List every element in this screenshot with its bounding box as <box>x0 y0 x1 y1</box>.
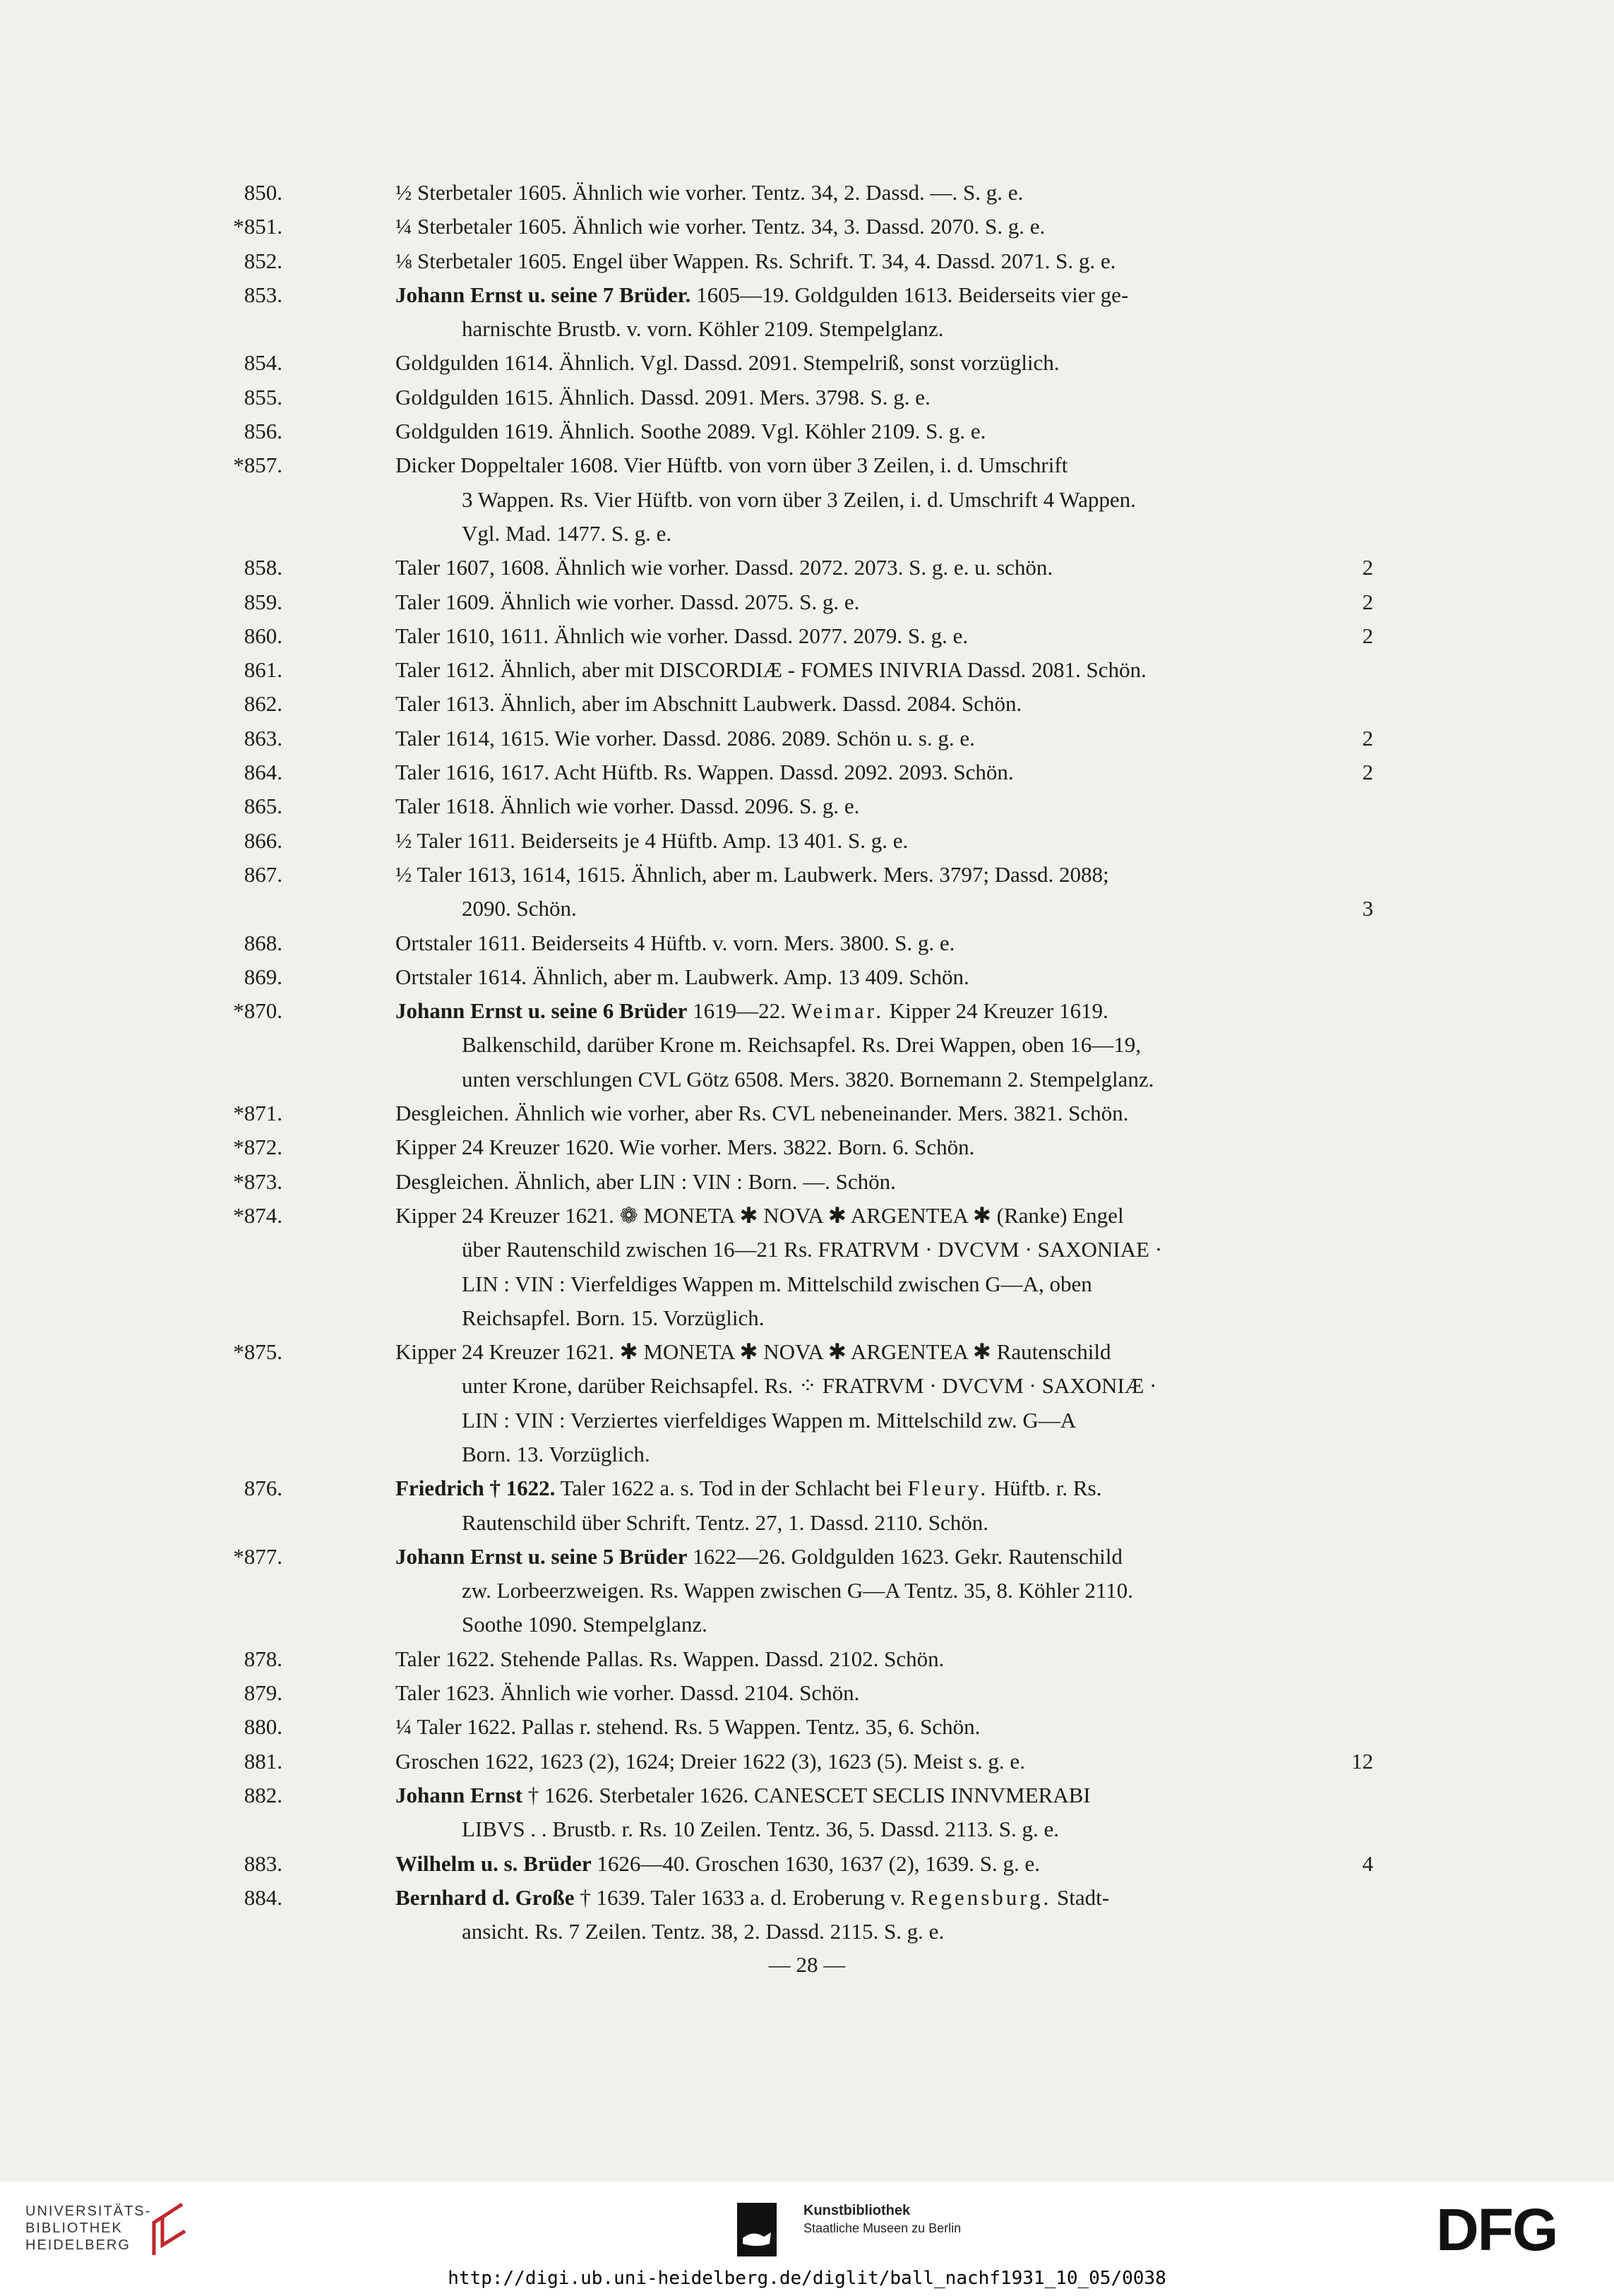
entry-text <box>395 1676 1373 1710</box>
catalog-entry <box>244 585 1373 619</box>
entry-line <box>297 1506 1373 1540</box>
entry-line <box>233 994 1373 1028</box>
catalog-entry <box>233 1165 1373 1199</box>
entry-text <box>395 687 1373 721</box>
entry-line <box>244 926 1373 960</box>
entry-text <box>395 1778 1373 1812</box>
heidelberg-university-library-logo[interactable] <box>25 2203 151 2254</box>
entry-line <box>233 448 1373 482</box>
entry-description: Stadt- <box>1051 1884 1110 1910</box>
catalog-entries <box>233 176 1373 1949</box>
entry-description: Taler 1612. Ähnlich, aber mit DISCORDIÆ - FOMES INIVRIA Dassd. 2081. Schön. <box>395 657 1147 683</box>
entry-line <box>297 1915 1373 1949</box>
entry-line <box>244 1745 1373 1778</box>
entry-text <box>462 1506 1373 1540</box>
entry-text <box>395 278 1373 312</box>
dfg-logo[interactable]: DFG <box>1436 2196 1558 2263</box>
entry-description: Kipper 24 Kreuzer 1621. ❁ MONETA ✱ NOVA ✱ ARGENTEA ✱ (Ranke) Engel <box>395 1202 1124 1228</box>
entry-description: Taler 1622 a. s. Tod in der Schlacht bei <box>555 1476 908 1501</box>
kunstbibliothek-logo-icon[interactable] <box>736 2201 778 2258</box>
entry-description: zw. Lorbeerzweigen. Rs. Wappen zwischen G—A Tentz. 35, 8. Köhler 2110. <box>462 1578 1133 1603</box>
entry-number: 863. <box>244 725 282 751</box>
entry-text <box>395 210 1373 244</box>
catalog-entry <box>244 1710 1373 1744</box>
entry-text <box>395 448 1373 482</box>
entry-description: † 1639. Taler 1633 a. d. Eroberung v. <box>574 1884 911 1910</box>
entry-text <box>395 1710 1373 1744</box>
entry-line <box>297 1028 1373 1062</box>
entry-text <box>395 1335 1373 1369</box>
entry-text <box>395 1471 1373 1505</box>
entry-text <box>462 892 1373 926</box>
entry-text <box>462 517 1373 551</box>
entry-description: Taler 1610, 1611. Ähnlich wie vorher. Dassd. 2077. 2079. S. g. e. <box>395 623 969 648</box>
entry-number: *857. <box>233 453 282 478</box>
catalog-entry <box>233 994 1373 1096</box>
entry-number: 860. <box>244 623 282 648</box>
catalog-entry <box>233 1335 1373 1471</box>
entry-description: ½ Taler 1611. Beiderseits je 4 Hüftb. Amp. 13 401. S. g. e. <box>395 827 909 853</box>
entry-number: *870. <box>233 998 282 1024</box>
entry-description: 1622—26. Goldgulden 1623. Gekr. Rautenschild <box>687 1543 1123 1569</box>
entry-line <box>244 1778 1373 1812</box>
entry-number: *873. <box>233 1168 282 1194</box>
entry-line <box>233 1096 1373 1130</box>
uni-logo-line: UNIVERSITÄTS- <box>25 2204 152 2219</box>
entry-number: 854. <box>244 350 282 376</box>
entry-text <box>395 722 1373 755</box>
catalog-entry <box>244 278 1373 347</box>
entry-text <box>395 381 1373 414</box>
entry-line <box>297 517 1373 551</box>
entry-text <box>395 858 1373 892</box>
entry-line <box>244 244 1373 278</box>
entry-number: 859. <box>244 589 282 614</box>
entry-quantity: 2 <box>1362 623 1373 648</box>
entry-number: 855. <box>244 384 282 409</box>
entry-description: ½ Taler 1613, 1614, 1615. Ähnlich, aber m. Laubwerk. Mers. 3797; Dassd. 2088; <box>395 861 1109 887</box>
entry-quantity: 2 <box>1362 589 1373 614</box>
kunstbibliothek-subtitle: Staatliche Museen zu Berlin <box>803 2221 962 2235</box>
entry-number: 878. <box>244 1646 282 1671</box>
entry-line <box>233 210 1373 244</box>
entry-line <box>297 1301 1373 1335</box>
entry-line <box>244 381 1373 414</box>
entry-text <box>462 1028 1373 1062</box>
entry-description: Ortstaler 1611. Beiderseits 4 Hüftb. v. vorn. Mers. 3800. S. g. e. <box>395 930 955 955</box>
catalog-entry <box>233 1130 1373 1164</box>
heidelberg-mark-icon <box>141 2201 191 2258</box>
entry-text <box>395 176 1373 210</box>
entry-number: 864. <box>244 760 282 785</box>
entry-number: 861. <box>244 657 282 683</box>
entry-description: Goldgulden 1614. Ähnlich. Vgl. Dassd. 2091. Stempelriß, sonst vorzüglich. <box>395 350 1060 376</box>
entry-quantity: 12 <box>1351 1748 1373 1774</box>
entry-line <box>297 1233 1373 1267</box>
entry-line <box>244 1847 1373 1881</box>
entry-spaced-word: Regensburg. <box>911 1884 1052 1910</box>
catalog-entry <box>233 1096 1373 1130</box>
kunstbibliothek-title: Kunstbibliothek <box>803 2203 911 2218</box>
entry-description: Dicker Doppeltaler 1608. Vier Hüftb. von vorn über 3 Zeilen, i. d. Umschrift <box>395 453 1068 478</box>
entry-description: Soothe 1090. Stempelglanz. <box>462 1612 707 1637</box>
entry-text <box>395 1130 1373 1164</box>
entry-description: Goldgulden 1615. Ähnlich. Dassd. 2091. Mers. 3798. S. g. e. <box>395 384 931 409</box>
entry-text <box>395 551 1373 585</box>
entry-text <box>462 1233 1373 1267</box>
entry-ruler-name: Johann Ernst <box>395 1782 523 1807</box>
entry-number: 862. <box>244 691 282 717</box>
entry-ruler-name: Friedrich † 1622. <box>395 1476 556 1501</box>
entry-line <box>244 1710 1373 1744</box>
entry-text <box>395 1881 1373 1915</box>
entry-line <box>297 1437 1373 1471</box>
entry-text <box>395 1096 1373 1130</box>
entry-ruler-name: Johann Ernst u. seine 6 Brüder <box>395 998 688 1024</box>
catalog-entry <box>244 1471 1373 1540</box>
entry-line <box>244 755 1373 789</box>
catalog-entry <box>244 1642 1373 1676</box>
entry-text <box>395 926 1373 960</box>
entry-text <box>462 1404 1373 1437</box>
entry-line <box>244 1642 1373 1676</box>
entry-description: LIN : VIN : Vierfeldiges Wappen m. Mittelschild zwischen G—A, oben <box>462 1271 1092 1296</box>
catalog-entry <box>233 448 1373 551</box>
entry-text <box>395 755 1373 789</box>
entry-line <box>244 722 1373 755</box>
entry-text <box>462 1301 1373 1335</box>
catalog-entry <box>233 210 1373 244</box>
entry-line <box>244 278 1373 312</box>
entry-line <box>244 414 1373 448</box>
entry-line <box>297 312 1373 346</box>
entry-quantity: 4 <box>1362 1850 1373 1876</box>
entry-description: Kipper 24 Kreuzer 1619. <box>884 998 1108 1024</box>
entry-line <box>244 960 1373 994</box>
entry-ruler-name: Johann Ernst u. seine 7 Brüder. <box>395 282 691 307</box>
entry-description: Groschen 1622, 1623 (2), 1624; Dreier 1622 (3), 1623 (5). Meist s. g. e. <box>395 1748 1025 1774</box>
entry-text <box>395 960 1373 994</box>
entry-line <box>244 687 1373 721</box>
entry-description: 1619—22. <box>687 998 791 1024</box>
entry-text <box>395 1745 1373 1778</box>
entry-description: 1605—19. Goldgulden 1613. Beiderseits vier ge- <box>691 282 1129 307</box>
entry-description: unter Krone, darüber Reichsapfel. Rs. ⁘ FRATRVM · DVCVM · SAXONIÆ · <box>462 1373 1157 1399</box>
entry-description: Kipper 24 Kreuzer 1620. Wie vorher. Mers. 3822. Born. 6. Schön. <box>395 1135 975 1160</box>
entry-quantity: 3 <box>1362 896 1373 921</box>
entry-text <box>462 1608 1373 1642</box>
entry-text <box>395 994 1373 1028</box>
entry-description: ¼ Taler 1622. Pallas r. stehend. Rs. 5 Wappen. Tentz. 35, 6. Schön. <box>395 1714 981 1740</box>
entry-line <box>233 1335 1373 1369</box>
entry-line <box>297 483 1373 517</box>
catalog-entry <box>244 176 1373 210</box>
entry-number: 850. <box>244 180 282 205</box>
entry-line <box>244 176 1373 210</box>
entry-number: *871. <box>233 1101 282 1126</box>
catalog-entry <box>244 551 1373 585</box>
entry-line <box>297 1063 1373 1096</box>
entry-text <box>395 1540 1373 1574</box>
entry-text <box>462 483 1373 517</box>
catalog-entry <box>244 858 1373 926</box>
uni-logo-line: BIBLIOTHEK <box>25 2220 123 2236</box>
uni-logo-line: HEIDELBERG <box>25 2237 131 2253</box>
entry-line <box>244 858 1373 892</box>
catalog-entry <box>244 926 1373 960</box>
entry-number: 869. <box>244 964 282 989</box>
catalog-entry <box>244 1676 1373 1710</box>
entry-description: ¼ Sterbetaler 1605. Ähnlich wie vorher. Tentz. 34, 3. Dassd. 2070. S. g. e. <box>395 214 1046 239</box>
entry-text <box>395 1642 1373 1676</box>
entry-description: 3 Wappen. Rs. Vier Hüftb. von vorn über 3 Zeilen, i. d. Umschrift 4 Wappen. <box>462 486 1136 512</box>
entry-line <box>244 1881 1373 1915</box>
catalog-entry <box>233 1199 1373 1335</box>
entry-line <box>297 1608 1373 1642</box>
entry-description: ⅛ Sterbetaler 1605. Engel über Wappen. Rs. Schrift. T. 34, 4. Dassd. 2071. S. g. e. <box>395 248 1116 273</box>
entry-number: 867. <box>244 861 282 887</box>
entry-line <box>244 1676 1373 1710</box>
entry-number: 865. <box>244 794 282 819</box>
entry-spaced-word: Fleury. <box>907 1476 989 1501</box>
catalog-entry <box>244 1847 1373 1881</box>
entry-spaced-word: Weimar. <box>791 998 885 1024</box>
entry-line <box>244 789 1373 823</box>
entry-line <box>244 585 1373 619</box>
catalog-entry <box>244 653 1373 687</box>
catalog-entry <box>244 824 1373 858</box>
entry-number: 883. <box>244 1850 282 1876</box>
catalog-entry <box>244 960 1373 994</box>
entry-ruler-name: Wilhelm u. s. Brüder <box>395 1850 592 1876</box>
entry-text <box>395 619 1373 653</box>
entry-line <box>244 346 1373 380</box>
entry-text <box>462 1915 1373 1949</box>
catalog-entry <box>244 722 1373 755</box>
entry-description: Taler 1607, 1608. Ähnlich wie vorher. Dassd. 2072. 2073. S. g. e. u. schön. <box>395 555 1053 580</box>
entry-number: 866. <box>244 827 282 853</box>
entry-description: 1626—40. Groschen 1630, 1637 (2), 1639. S. g. e. <box>591 1850 1041 1876</box>
entry-text <box>395 346 1373 380</box>
entry-text <box>395 244 1373 278</box>
entry-number: 852. <box>244 248 282 273</box>
entry-line <box>297 1369 1373 1403</box>
entry-number: 868. <box>244 930 282 955</box>
entry-description: Ortstaler 1614. Ähnlich, aber m. Laubwerk. Amp. 13 409. Schön. <box>395 964 969 989</box>
entry-description: Vgl. Mad. 1477. S. g. e. <box>462 520 672 546</box>
entry-text <box>462 1369 1373 1403</box>
entry-description: Taler 1614, 1615. Wie vorher. Dassd. 2086. 2089. Schön u. s. g. e. <box>395 725 975 751</box>
entry-description: über Rautenschild zwischen 16—21 Rs. FRATRVM · DVCVM · SAXONIAE · <box>462 1237 1163 1262</box>
digitization-footer <box>0 2182 1614 2296</box>
entry-description: † 1626. Sterbetaler 1626. CANESCET SECLIS INNVMERABI <box>522 1782 1091 1807</box>
entry-description: unten verschlungen CVL Götz 6508. Mers. 3820. Bornemann 2. Stempelglanz. <box>462 1066 1154 1092</box>
entry-line <box>233 1540 1373 1574</box>
entry-line <box>297 1574 1373 1608</box>
entry-number: *872. <box>233 1135 282 1160</box>
entry-description: Taler 1618. Ähnlich wie vorher. Dassd. 2096. S. g. e. <box>395 794 860 819</box>
entry-ruler-name: Johann Ernst u. seine 5 Brüder <box>395 1543 688 1569</box>
entry-quantity: 2 <box>1362 725 1373 751</box>
entry-text <box>395 414 1373 448</box>
entry-number: 881. <box>244 1748 282 1774</box>
entry-text <box>395 1847 1373 1881</box>
catalog-entry <box>244 1745 1373 1778</box>
entry-description: Born. 13. Vorzüglich. <box>462 1441 650 1466</box>
entry-number: *877. <box>233 1543 282 1569</box>
entry-number: *851. <box>233 214 282 239</box>
catalog-entry <box>244 244 1373 278</box>
entry-text <box>462 1574 1373 1608</box>
entry-number: *874. <box>233 1202 282 1228</box>
entry-line <box>244 653 1373 687</box>
entry-number: 884. <box>244 1884 282 1910</box>
entry-description: Taler 1609. Ähnlich wie vorher. Dassd. 2075. S. g. e. <box>395 589 860 614</box>
entry-text <box>395 824 1373 858</box>
catalog-entry <box>233 1540 1373 1642</box>
entry-number: *875. <box>233 1339 282 1365</box>
catalog-entry <box>244 789 1373 823</box>
entry-number: 880. <box>244 1714 282 1740</box>
entry-text <box>395 585 1373 619</box>
catalog-entry <box>244 687 1373 721</box>
entry-description: Reichsapfel. Born. 15. Vorzüglich. <box>462 1305 765 1330</box>
entry-text <box>395 653 1373 687</box>
catalog-entry <box>244 381 1373 414</box>
catalog-entry <box>244 1778 1373 1847</box>
entry-description: LIBVS . . Brustb. r. Rs. 10 Zeilen. Tentz. 36, 5. Dassd. 2113. S. g. e. <box>462 1817 1059 1842</box>
entry-description: Hüftb. r. Rs. <box>988 1476 1102 1501</box>
entry-description: Kipper 24 Kreuzer 1621. ✱ MONETA ✱ NOVA ✱ ARGENTEA ✱ Rautenschild <box>395 1339 1111 1365</box>
entry-number: 879. <box>244 1680 282 1706</box>
entry-description: LIN : VIN : Verziertes vierfeldiges Wappen m. Mittelschild zw. G—A <box>462 1407 1077 1433</box>
entry-line <box>233 1165 1373 1199</box>
entry-line <box>244 619 1373 653</box>
entry-text <box>462 1812 1373 1846</box>
entry-text <box>462 1437 1373 1471</box>
entry-text <box>462 312 1373 346</box>
entry-line <box>244 551 1373 585</box>
entry-description: 2090. Schön. <box>462 896 577 921</box>
entry-line <box>244 824 1373 858</box>
entry-description: Balkenschild, darüber Krone m. Reichsapfel. Rs. Drei Wappen, oben 16—19, <box>462 1032 1141 1058</box>
catalog-entry <box>244 755 1373 789</box>
entry-line <box>297 1812 1373 1846</box>
catalog-entry <box>244 619 1373 653</box>
entry-description: Taler 1622. Stehende Pallas. Rs. Wappen. Dassd. 2102. Schön. <box>395 1646 945 1671</box>
permalink-url[interactable]: http://digi.ub.uni-heidelberg.de/diglit/ball_nachf1931_10_05/0038 <box>448 2268 1166 2289</box>
entry-description: Taler 1616, 1617. Acht Hüftb. Rs. Wappen. Dassd. 2092. 2093. Schön. <box>395 760 1014 785</box>
entry-description: ½ Sterbetaler 1605. Ähnlich wie vorher. Tentz. 34, 2. Dassd. —. S. g. e. <box>395 180 1024 205</box>
entry-ruler-name: Bernhard d. Große <box>395 1884 575 1910</box>
entry-line <box>244 1471 1373 1505</box>
entry-description: ansicht. Rs. 7 Zeilen. Tentz. 38, 2. Dassd. 2115. S. g. e. <box>462 1919 945 1944</box>
entry-text <box>395 1199 1373 1233</box>
entry-description: Taler 1623. Ähnlich wie vorher. Dassd. 2104. Schön. <box>395 1680 860 1706</box>
entry-line <box>297 1267 1373 1301</box>
entry-description: Desgleichen. Ähnlich wie vorher, aber Rs. CVL nebeneinander. Mers. 3821. Schön. <box>395 1101 1129 1126</box>
entry-quantity: 2 <box>1362 760 1373 785</box>
entry-line <box>233 1130 1373 1164</box>
catalog-entry <box>244 346 1373 380</box>
catalog-entry <box>244 1881 1373 1949</box>
entry-text <box>462 1267 1373 1301</box>
entry-description: Desgleichen. Ähnlich, aber LIN : VIN : Born. —. Schön. <box>395 1168 896 1194</box>
entry-description: Taler 1613. Ähnlich, aber im Abschnitt Laubwerk. Dassd. 2084. Schön. <box>395 691 1022 717</box>
entry-line <box>233 1199 1373 1233</box>
entry-line <box>297 892 1373 926</box>
entry-number: 853. <box>244 282 282 307</box>
entry-description: harnischte Brustb. v. vorn. Köhler 2109. Stempelglanz. <box>462 316 944 342</box>
entry-text <box>395 789 1373 823</box>
entry-number: 882. <box>244 1782 282 1807</box>
page-number: — 28 — <box>768 1952 846 1977</box>
entry-text <box>395 1165 1373 1199</box>
entry-number: 858. <box>244 555 282 580</box>
catalog-entry <box>244 414 1373 448</box>
entry-description: Goldgulden 1619. Ähnlich. Soothe 2089. Vgl. Köhler 2109. S. g. e. <box>395 419 986 444</box>
entry-description: Rautenschild über Schrift. Tentz. 27, 1. Dassd. 2110. Schön. <box>462 1509 989 1535</box>
entry-line <box>297 1404 1373 1437</box>
entry-number: 876. <box>244 1476 282 1501</box>
entry-text <box>462 1063 1373 1096</box>
entry-number: 856. <box>244 419 282 444</box>
entry-quantity: 2 <box>1362 555 1373 580</box>
